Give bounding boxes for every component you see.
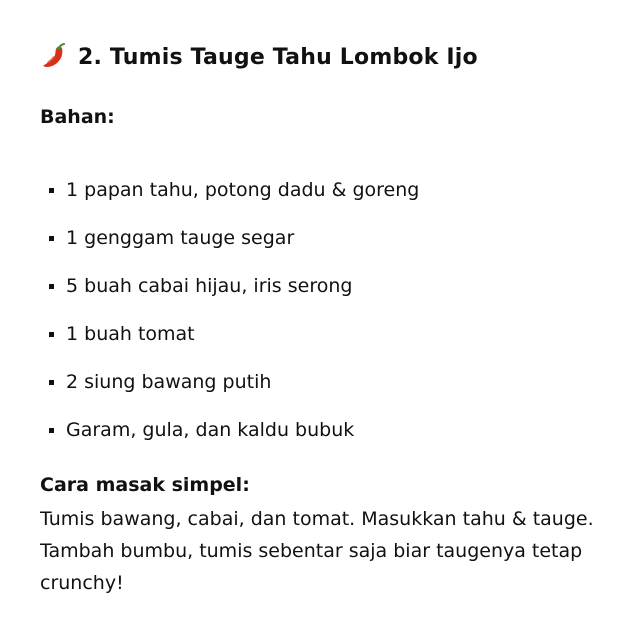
title-row [40,40,478,74]
list-item [40,358,419,406]
method-text: Tumis bawang, cabai, dan tomat. Masukkan tahu & tauge. Tambah bumbu, tumis sebentar saja biar taugenya tetap crunchy! [40,508,594,594]
ingredient-text: 1 buah tomat [66,323,195,345]
bullet-icon [49,284,54,289]
bullet-icon [49,236,54,241]
ingredients-heading: Bahan: [40,106,115,128]
method-heading: Cara masak simpel: [40,474,250,496]
ingredient-text: 1 genggam tauge segar [66,227,295,249]
bullet-icon [49,332,54,337]
bullet-icon [49,380,54,385]
bullet-icon [49,428,54,433]
list-item [40,214,419,262]
list-item [40,166,419,214]
chili-pepper-icon [40,43,68,71]
ingredient-text: 2 siung bawang putih [66,371,272,393]
ingredients-list [40,166,419,454]
ingredient-text: 5 buah cabai hijau, iris serong [66,275,353,297]
recipe-title: 2. Tumis Tauge Tahu Lombok Ijo [78,44,478,70]
list-item [40,262,419,310]
list-item [40,310,419,358]
ingredient-text: 1 papan tahu, potong dadu & goreng [66,179,420,201]
list-item [40,406,419,454]
bullet-icon [49,188,54,193]
ingredient-text: Garam, gula, dan kaldu bubuk [66,419,355,441]
